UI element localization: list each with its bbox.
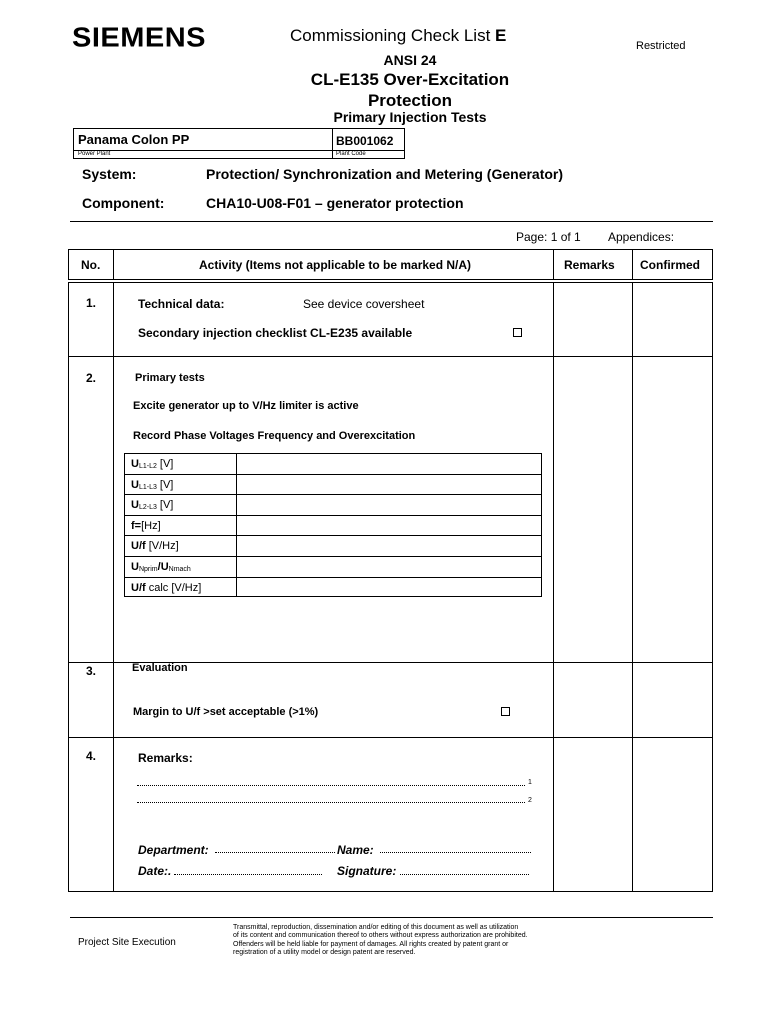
siemens-logo: SIEMENS xyxy=(72,22,207,54)
record-voltages-item: Record Phase Voltages Frequency and Overexcitation xyxy=(133,430,416,442)
measurement-row: $U_{L1-L2}$ [V] xyxy=(125,454,541,475)
secondary-injection-checkbox[interactable] xyxy=(513,328,522,337)
date-label: Date:. xyxy=(138,864,172,878)
header-activity: Activity (Items not applicable to be marked N/A) xyxy=(199,258,472,272)
page-number: Page: 1 of 1 xyxy=(516,230,581,244)
system-label: System: xyxy=(82,166,137,182)
name-label: Name: xyxy=(337,843,374,857)
checklist-title-line1: CL-E135 Over-Excitation xyxy=(310,70,510,89)
signature-field[interactable] xyxy=(400,874,529,875)
technical-data-label: Technical data: xyxy=(138,297,225,311)
plant-name: Panama Colon PP xyxy=(78,132,190,147)
measurement-row: U/f calc [V/Hz] xyxy=(131,581,202,594)
department-field[interactable] xyxy=(215,852,335,853)
primary-tests-label: Primary tests xyxy=(135,372,205,384)
component-label: Component: xyxy=(82,195,165,211)
measurement-table xyxy=(124,453,542,597)
footer-legal-note: Transmittal, reproduction, dissemination and/or editing of this document as well as utilization of its content and communication thereof to others without express authorization are prohibited. Offenders will be held liable for payment of damages. All rights created by patent grant or registration of a utility model or design patent are reserved. xyxy=(233,924,528,957)
footer-project-site: Project Site Execution xyxy=(78,937,176,948)
signature-label: Signature: xyxy=(337,864,397,878)
remarks-line-2-number: 2 xyxy=(528,797,532,804)
plant-code-caption: Plant Code xyxy=(336,151,366,157)
checklist-title-line2: Protection xyxy=(367,91,453,110)
margin-item: Margin to U/f >set acceptable (>1%) xyxy=(133,706,319,718)
measurement-row: $U_{L2-L3}$ [V] xyxy=(125,495,541,516)
row4-number: 4. xyxy=(86,749,97,763)
measurement-row: U/f [V/Hz] xyxy=(125,536,541,557)
row1-number: 1. xyxy=(86,296,97,310)
header-remarks: Remarks xyxy=(564,258,615,272)
header-no: No. xyxy=(81,258,101,272)
divider xyxy=(70,221,713,222)
department-label: Department: xyxy=(138,843,209,857)
technical-data-value: See device coversheet xyxy=(303,297,425,311)
date-field[interactable] xyxy=(174,874,322,875)
checklist-subtitle: Primary Injection Tests xyxy=(333,109,487,125)
system-value: Protection/ Synchronization and Metering (Generator) xyxy=(206,166,564,182)
header-confirmed: Confirmed xyxy=(640,258,700,272)
measurement-row: f=[Hz] xyxy=(125,516,541,537)
secondary-injection-item: Secondary injection checklist CL-E235 available xyxy=(138,326,413,340)
appendices-label: Appendices: xyxy=(608,230,675,244)
remarks-line-1[interactable] xyxy=(137,785,525,786)
plant-info-box xyxy=(73,128,405,159)
plant-name-caption: Power Plant xyxy=(78,151,111,157)
remarks-line-1-number: 1 xyxy=(528,779,532,786)
measurement-row: $U_{Nprim}/U_{Nmach}$ xyxy=(125,557,541,578)
checklist-title xyxy=(280,69,540,111)
plant-code: BB001062 xyxy=(336,134,394,148)
footer-divider xyxy=(70,917,713,918)
row3-number: 3. xyxy=(86,664,97,678)
margin-checkbox[interactable] xyxy=(501,707,510,716)
document-title: Commissioning Check List E xyxy=(290,26,507,45)
name-field[interactable] xyxy=(380,852,531,853)
restricted-label: Restricted xyxy=(636,40,686,52)
table-header xyxy=(68,249,713,280)
evaluation-label: Evaluation xyxy=(132,662,188,674)
remarks-label: Remarks: xyxy=(138,751,193,765)
remarks-line-2[interactable] xyxy=(137,802,525,803)
excite-generator-item: Excite generator up to V/Hz limiter is active xyxy=(133,400,359,412)
row2-number: 2. xyxy=(86,371,97,385)
component-value: CHA10-U08-F01 – generator protection xyxy=(206,195,464,211)
ansi-code: ANSI 24 xyxy=(383,52,437,68)
measurement-row: $U_{L1-L3}$ [V] xyxy=(125,475,541,496)
